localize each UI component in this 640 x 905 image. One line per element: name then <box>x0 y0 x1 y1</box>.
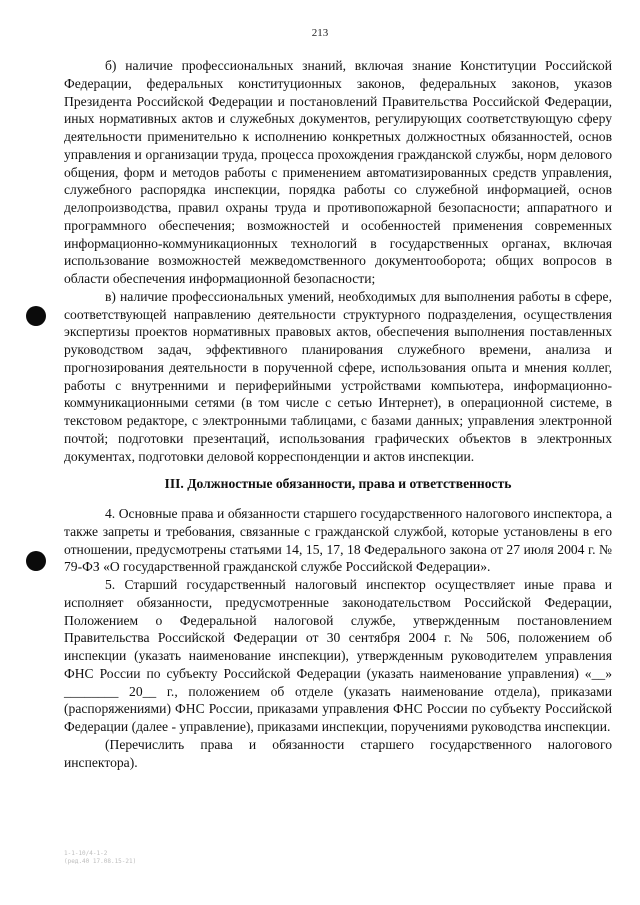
footer-stamp-line-1: 1-1-10/4-1-2 <box>64 850 108 857</box>
paragraph-rights-5: 5. Старший государственный налоговый инспектор осуществляет иные права и исполняет обязанности, предусмотренные законодательством Российской Федерации, Положением о Федеральной налоговой службе, утвержденным постановлением Правительства Российской Федерации от 30 сентября 2004 г. № 506, положением об инспекции (указать наименование инспекции), утвержденным руководителем управления ФНС России по субъекту Российской Федерации (указать наименование управления) «__» ________ 20__ г., положением об отделе (указать наименование отдела), приказами (распоряжениями) ФНС России, приказами управления ФНС России по субъекту Российской Федерации (далее - управление), приказами инспекции, поручениями руководства инспекции. <box>64 577 612 734</box>
paragraph-list-note: (Перечислить права и обязанности старшего государственного налогового инспектора). <box>64 736 612 770</box>
footer-stamp <box>64 850 136 866</box>
footer-stamp-line-2: (ред.40 17.08.15-21) <box>64 858 137 865</box>
document-body <box>64 57 612 771</box>
page-number: 213 <box>311 27 329 39</box>
paragraph-skills: в) наличие профессиональных умений, необходимых для выполнения работы в сфере, соответствующей направлению деятельности структурного подразделения, осуществления экспертизы проектов нормативных правовых актов, обеспечения выполнения поставленных руководством задач, эффективного планирования служебного времени, анализа и прогнозирования деятельности в порученной сфере, использования опыта и мнения коллег, работы с внутренними и периферийными устройствами компьютера, информационно-коммуникационными сетями (в том числе с сетью Интернет), в операционной системе, в текстовом редакторе, с электронными таблицами, с базами данных; управления электронной почтой; подготовки презентаций, использования графических объектов в электронных документах, подготовки деловой корреспонденции и актов инспекции. <box>64 288 612 464</box>
section-heading: III. Должностные обязанности, права и ответственность <box>164 476 512 492</box>
punch-hole-bottom <box>26 551 46 571</box>
paragraph-knowledge: б) наличие профессиональных знаний, включая знание Конституции Российской Федерации, федеральных конституционных законов, федеральных законов, указов Президента Российской Федерации и постановлений Правительства Российской Федерации, иных нормативных актов и служебных документов, регулирующих соответствующую сферу деятельности применительно к исполнению конкретных должностных обязанностей, основ управления и организации труда, процесса прохождения гражданской службы, норм делового общения, форм и методов работы с применением автоматизированных средств управления, служебного распорядка инспекции, порядка работы со служебной информацией, основ делопроизводства, правил охраны труда и противопожарной безопасности; аппаратного и программного обеспечения; возможностей и особенностей применения современных информационно-коммуникационных технологий в государственных органах, включая использование возможностей межведомственного документооборота; общих вопросов в области обеспечения информационной безопасности; <box>64 58 612 286</box>
paragraph-rights-4: 4. Основные права и обязанности старшего государственного налогового инспектора, а также запреты и требования, связанные с гражданской службой, которые установлены в его отношении, предусмотрены статьями 14, 15, 17, 18 Федерального закона от 27 июля 2004 г. № 79-ФЗ «О государственной гражданской службе Российской Федерации». <box>64 506 612 575</box>
punch-hole-top <box>26 306 46 326</box>
